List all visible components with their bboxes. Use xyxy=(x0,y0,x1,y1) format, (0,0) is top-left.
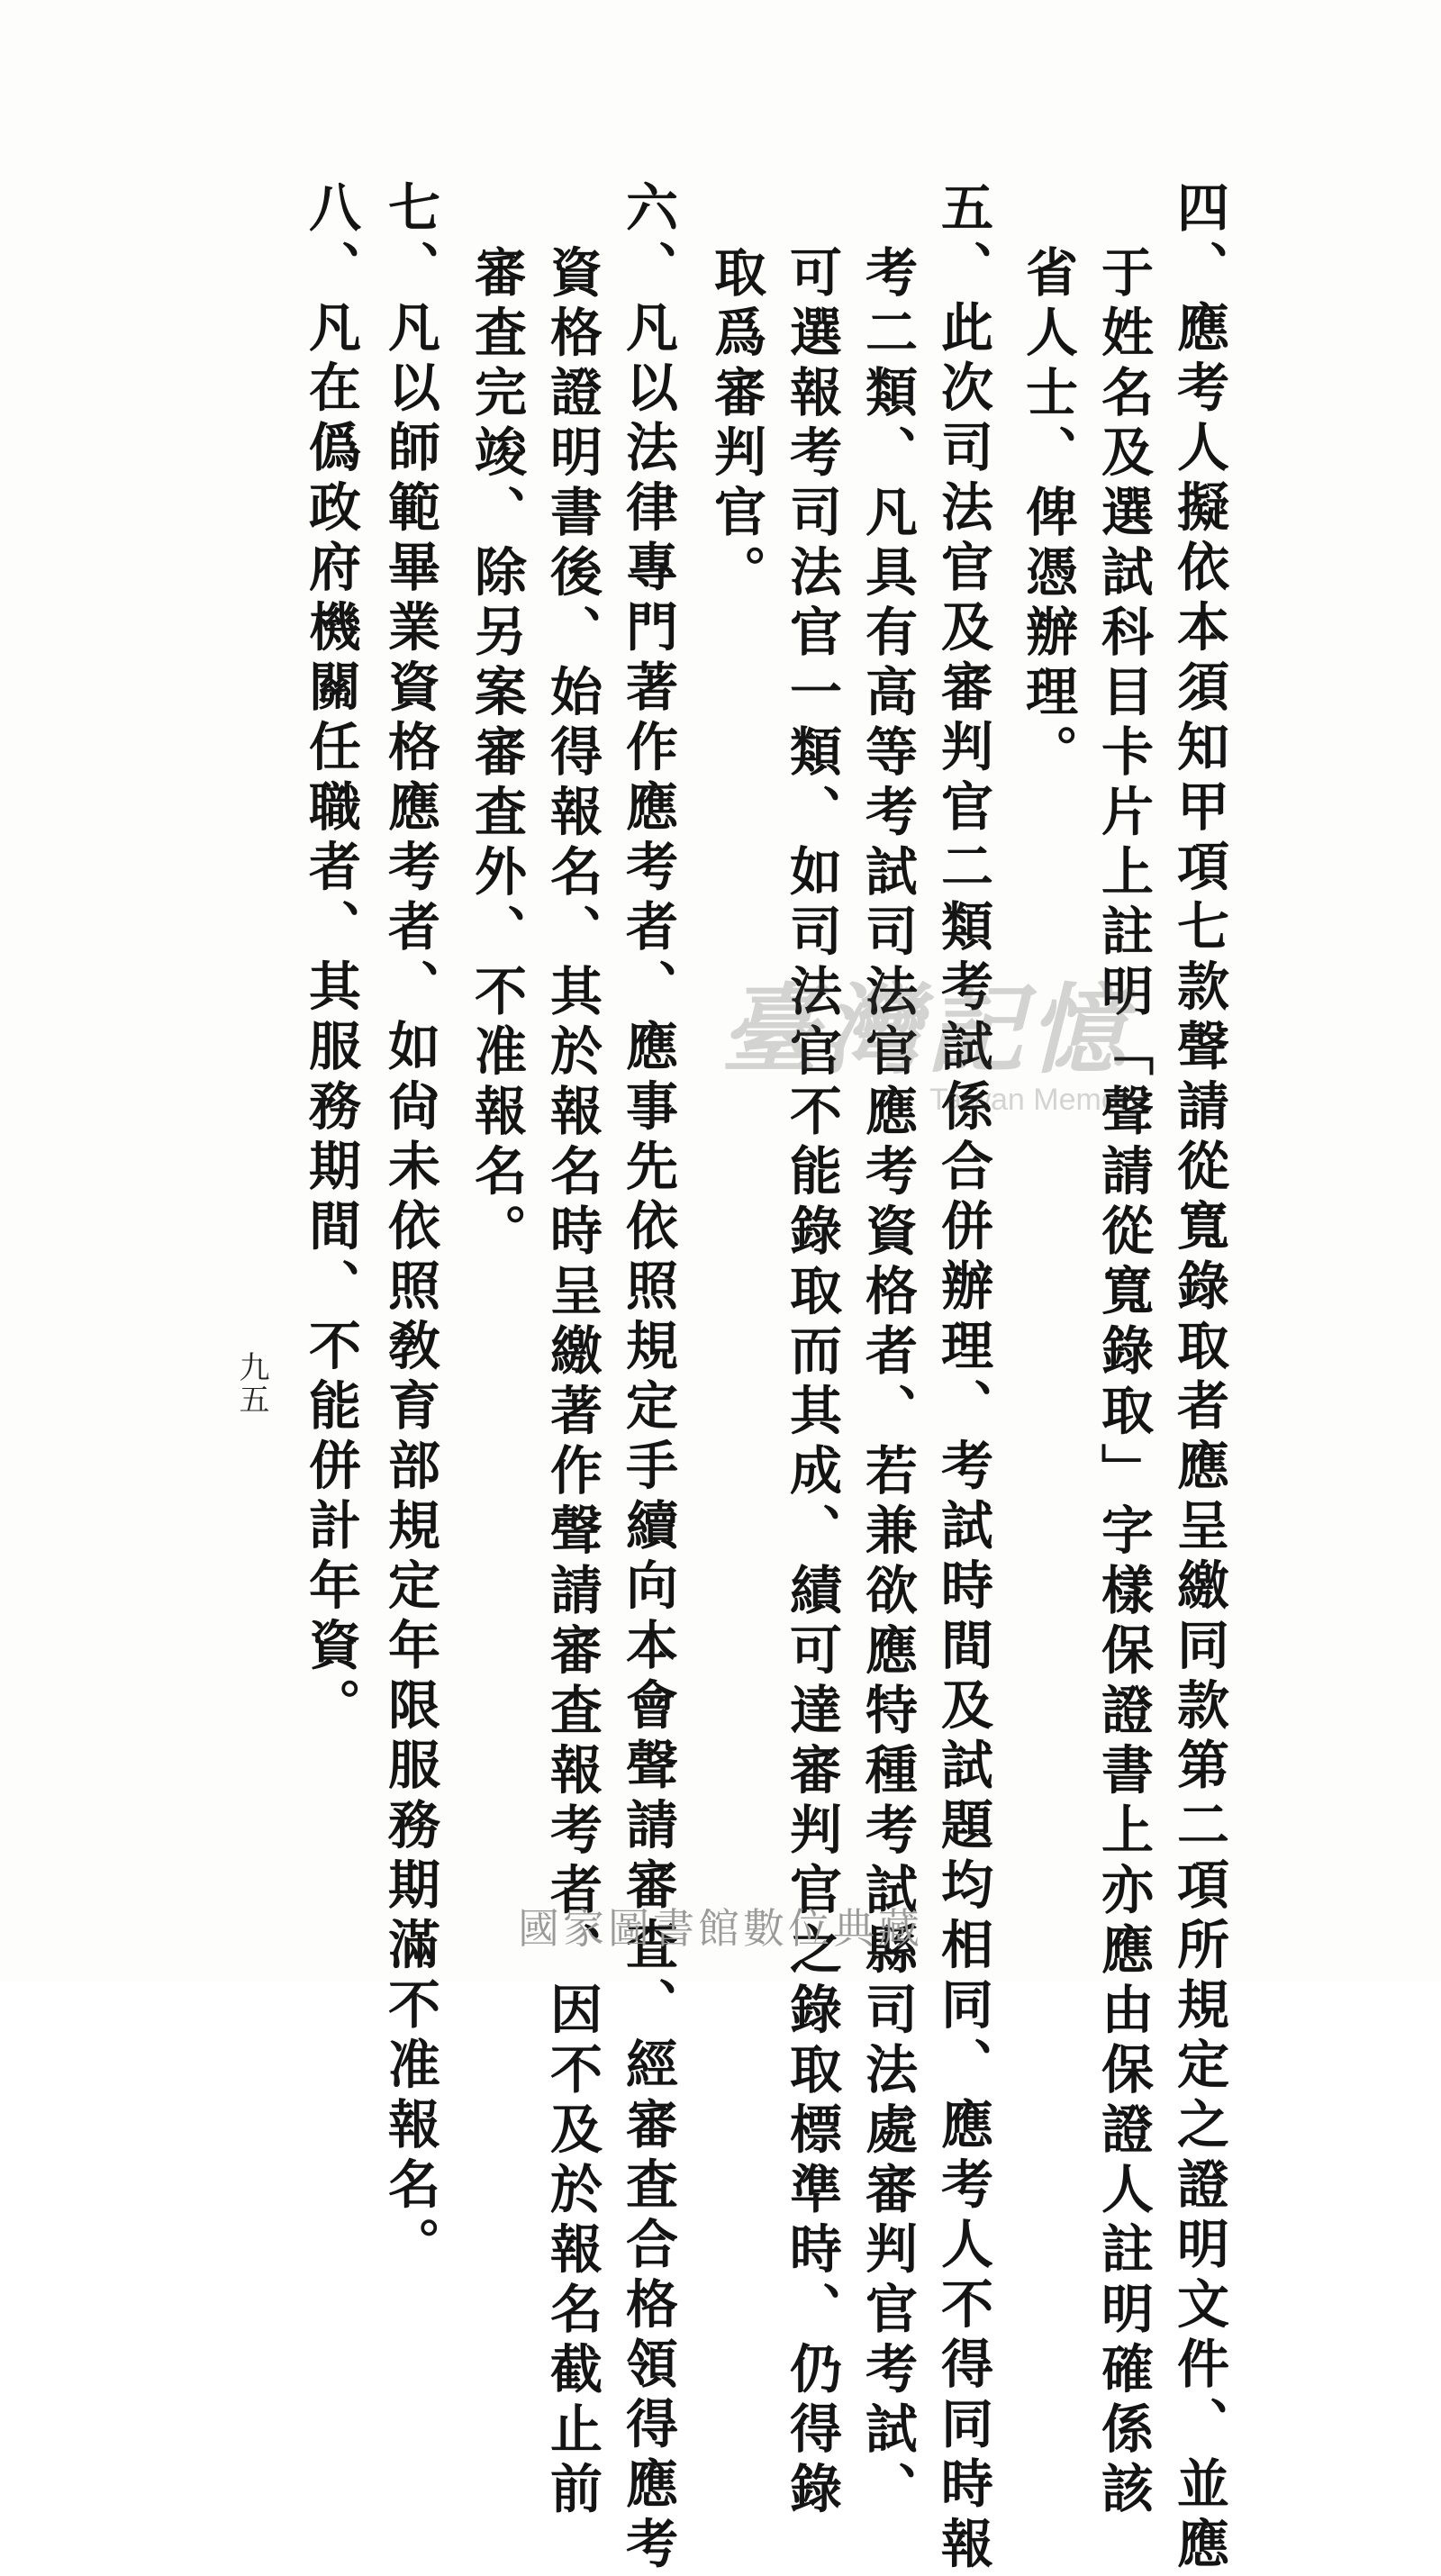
watermark-sub: Taiwan Memory xyxy=(929,1083,1145,1117)
text-column-9: 資格證明書後、始得報名、其於報名時呈繳著作聲請審査報考者、因不及於報名截止前 xyxy=(541,245,603,2521)
text-column-8: 六、凡以法律專門著作應考者、應事先依照規定手續向本會聲請審査、經審査合格領得應考 xyxy=(617,180,678,2576)
text-column-3: 省人士、俾憑辦理。 xyxy=(1017,245,1078,785)
text-column-10: 審査完竣、除另案審査外、不准報名。 xyxy=(466,245,527,1264)
text-column-1: 四、應考人擬依本須知甲項七款聲請從寬錄取者應呈繳同款第二項所規定之證明文件、並應 xyxy=(1168,180,1229,2576)
text-column-5: 考二類、凡具有高等考試司法官應考資格者、若兼欲應特種考試縣司法處審判官考試、 xyxy=(856,245,918,2521)
page-number: 九五 xyxy=(233,1351,269,1416)
text-column-12: 八、凡在僞政府機關任職者、其服務期間、不能併計年資。 xyxy=(300,180,361,1737)
text-column-7: 取爲審判官。 xyxy=(705,245,766,604)
text-column-11: 七、凡以師範畢業資格應考者、如尙未依照敎育部規定年限服務期滿不准報名。 xyxy=(379,180,440,2277)
watermark-main: 臺灣記憶 xyxy=(720,974,1132,1087)
text-column-6: 可選報考司法官一類、如司法官不能錄取而其成、績可達審判官之錄取標準時、仍得錄 xyxy=(781,245,842,2521)
footer-credit: 國家圖書館數位典藏 xyxy=(518,1904,923,1953)
text-column-2: 于姓名及選試科目卡片上註明「聲請從寬錄取」字樣保證書上亦應由保證人註明確係該 xyxy=(1092,245,1154,2521)
text-column-4: 五、此次司法官及審判官二類考試係合併辦理、考試時間及試題均相同、應考人不得同時報 xyxy=(932,180,993,2576)
watermark-logo xyxy=(720,974,1153,1126)
